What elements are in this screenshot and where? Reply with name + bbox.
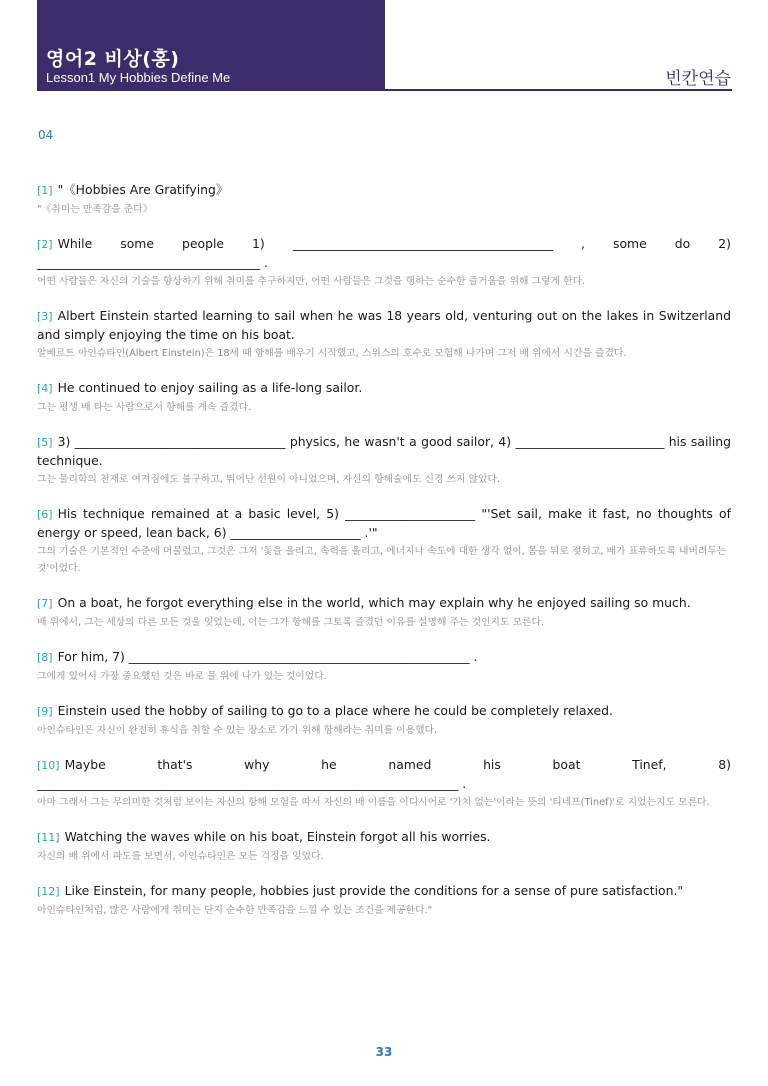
english-text: Albert Einstein started learning to sail when he was 18 years old, venturing out on the lakes in Switzerland and simply enjoying the time on his boat. xyxy=(37,308,731,342)
english-sentence xyxy=(37,433,731,470)
exercise-item xyxy=(37,648,731,685)
exercise-list xyxy=(37,181,731,936)
header-divider xyxy=(385,89,732,91)
english-sentence xyxy=(37,648,731,667)
korean-translation: 아인슈타인처럼, 많은 사람에게 취미는 단지 순수한 만족감을 느낄 수 있는 조건을 제공한다." xyxy=(37,905,433,916)
korean-translation: 어떤 사람들은 자신의 기술을 향상하기 위해 취미를 추구하지만, 어떤 사람들은 그것을 행하는 순수한 즐거움을 위해 그렇게 한다. xyxy=(37,276,586,287)
sentence-number: [2] xyxy=(37,238,53,251)
korean-translation: 그는 평생 배 타는 사람으로서 항해를 계속 즐겼다. xyxy=(37,402,252,413)
english-sentence xyxy=(37,235,731,272)
exercise-item xyxy=(37,433,731,488)
sentence-number: [7] xyxy=(37,597,53,610)
sentence-number: [9] xyxy=(37,705,53,718)
korean-translation: 그의 기술은 기본적인 수준에 머물렀고, 그것은 그저 '돛을 올리고, 속력을 올리고, 에너지나 속도에 대한 생각 없이, 몸을 뒤로 젖히고, 배가 표류하도록 내버려두는 것'이었다. xyxy=(37,546,727,574)
english-sentence xyxy=(37,307,731,344)
korean-translation: 아인슈타인은 자신이 완전히 휴식을 취할 수 있는 장소로 가기 위해 항해라는 취미를 이용했다. xyxy=(37,725,438,736)
section-label: 빈칸연습 xyxy=(665,69,731,89)
english-text: Like Einstein, for many people, hobbies just provide the conditions for a sense of pure satisfaction." xyxy=(64,883,684,898)
english-text: Watching the waves while on his boat, Einstein forgot all his worries. xyxy=(64,829,491,844)
english-text: He continued to enjoy sailing as a life-long sailor. xyxy=(57,380,363,395)
english-text: On a boat, he forgot everything else in the world, which may explain why he enjoyed sailing so much. xyxy=(57,595,691,610)
english-text: While some people 1) __________________________________________ , some do 2) ____________________________________ . xyxy=(37,236,731,270)
lesson-subtitle: Lesson1 My Hobbies Define Me xyxy=(46,70,231,85)
exercise-item xyxy=(37,307,731,362)
english-sentence xyxy=(37,594,731,613)
korean-translation: 그에게 있어서 가장 중요했던 것은 바로 물 위에 나가 있는 것이었다. xyxy=(37,671,327,682)
exercise-item xyxy=(37,702,731,739)
english-text: For him, 7) _______________________________________________________ . xyxy=(57,649,478,664)
english-text: 3) __________________________________ physics, he wasn't a good sailor, 4) ________________________ his sailing technique. xyxy=(37,434,731,468)
english-text: "《Hobbies Are Gratifying》 xyxy=(57,182,229,197)
exercise-item xyxy=(37,505,731,577)
exercise-item xyxy=(37,235,731,290)
english-sentence xyxy=(37,756,731,793)
page-number: 33 xyxy=(375,1045,393,1059)
english-sentence xyxy=(37,828,731,847)
korean-translation: "《취미는 만족감을 준다》 xyxy=(37,204,153,215)
exercise-item xyxy=(37,756,731,811)
sentence-number: [8] xyxy=(37,651,53,664)
book-title: 영어2 비상(홍) xyxy=(46,48,180,70)
korean-translation: 아마 그래서 그는 무의미한 것처럼 보이는 자신의 항해 모험을 따서 자신의 배 이름을 이디시어로 '가치 없는'이라는 뜻의 '티네프(Tinef)'로 지었는지도 모른다. xyxy=(37,797,710,808)
exercise-item xyxy=(37,882,731,919)
english-sentence xyxy=(37,505,731,542)
english-sentence xyxy=(37,702,731,721)
korean-translation: 그는 물리학의 천재로 여겨짐에도 불구하고, 뛰어난 선원이 아니었으며, 자신의 항해술에도 신경 쓰지 않았다. xyxy=(37,474,501,485)
sentence-number: [10] xyxy=(37,759,60,772)
question-number: 04 xyxy=(38,128,54,142)
english-text: Maybe that's why he named his boat Tinef, 8) ____________________________________________________________________ . xyxy=(37,757,731,791)
korean-translation: 배 위에서, 그는 세상의 다른 모든 것을 잊었는데, 이는 그가 항해를 그토록 즐겼던 이유를 설명해 주는 것인지도 모른다. xyxy=(37,617,545,628)
korean-translation: 자신의 배 위에서 파도를 보면서, 아인슈타인은 모든 걱정을 잊었다. xyxy=(37,851,324,862)
exercise-item xyxy=(37,594,731,631)
sentence-number: [12] xyxy=(37,885,60,898)
korean-translation: 알베르트 아인슈타인(Albert Einstein)은 18세 때 항해를 배우기 시작했고, 스위스의 호수로 모험해 나가며 그저 배 위에서 시간을 즐겼다. xyxy=(37,348,627,359)
sentence-number: [1] xyxy=(37,184,53,197)
sentence-number: [4] xyxy=(37,382,53,395)
exercise-item xyxy=(37,379,731,416)
exercise-item xyxy=(37,181,731,218)
sentence-number: [5] xyxy=(37,436,53,449)
english-sentence xyxy=(37,379,731,398)
exercise-item xyxy=(37,828,731,865)
sentence-number: [6] xyxy=(37,508,53,521)
sentence-number: [3] xyxy=(37,310,53,323)
english-text: His technique remained at a basic level, 5) _____________________ "'Set sail, make it fast, no thoughts of energy or speed, lean back, 6) _____________________ .'" xyxy=(37,506,731,540)
english-text: Einstein used the hobby of sailing to go to a place where he could be completely relaxed. xyxy=(57,703,613,718)
english-sentence xyxy=(37,882,731,901)
english-sentence xyxy=(37,181,731,200)
sentence-number: [11] xyxy=(37,831,60,844)
